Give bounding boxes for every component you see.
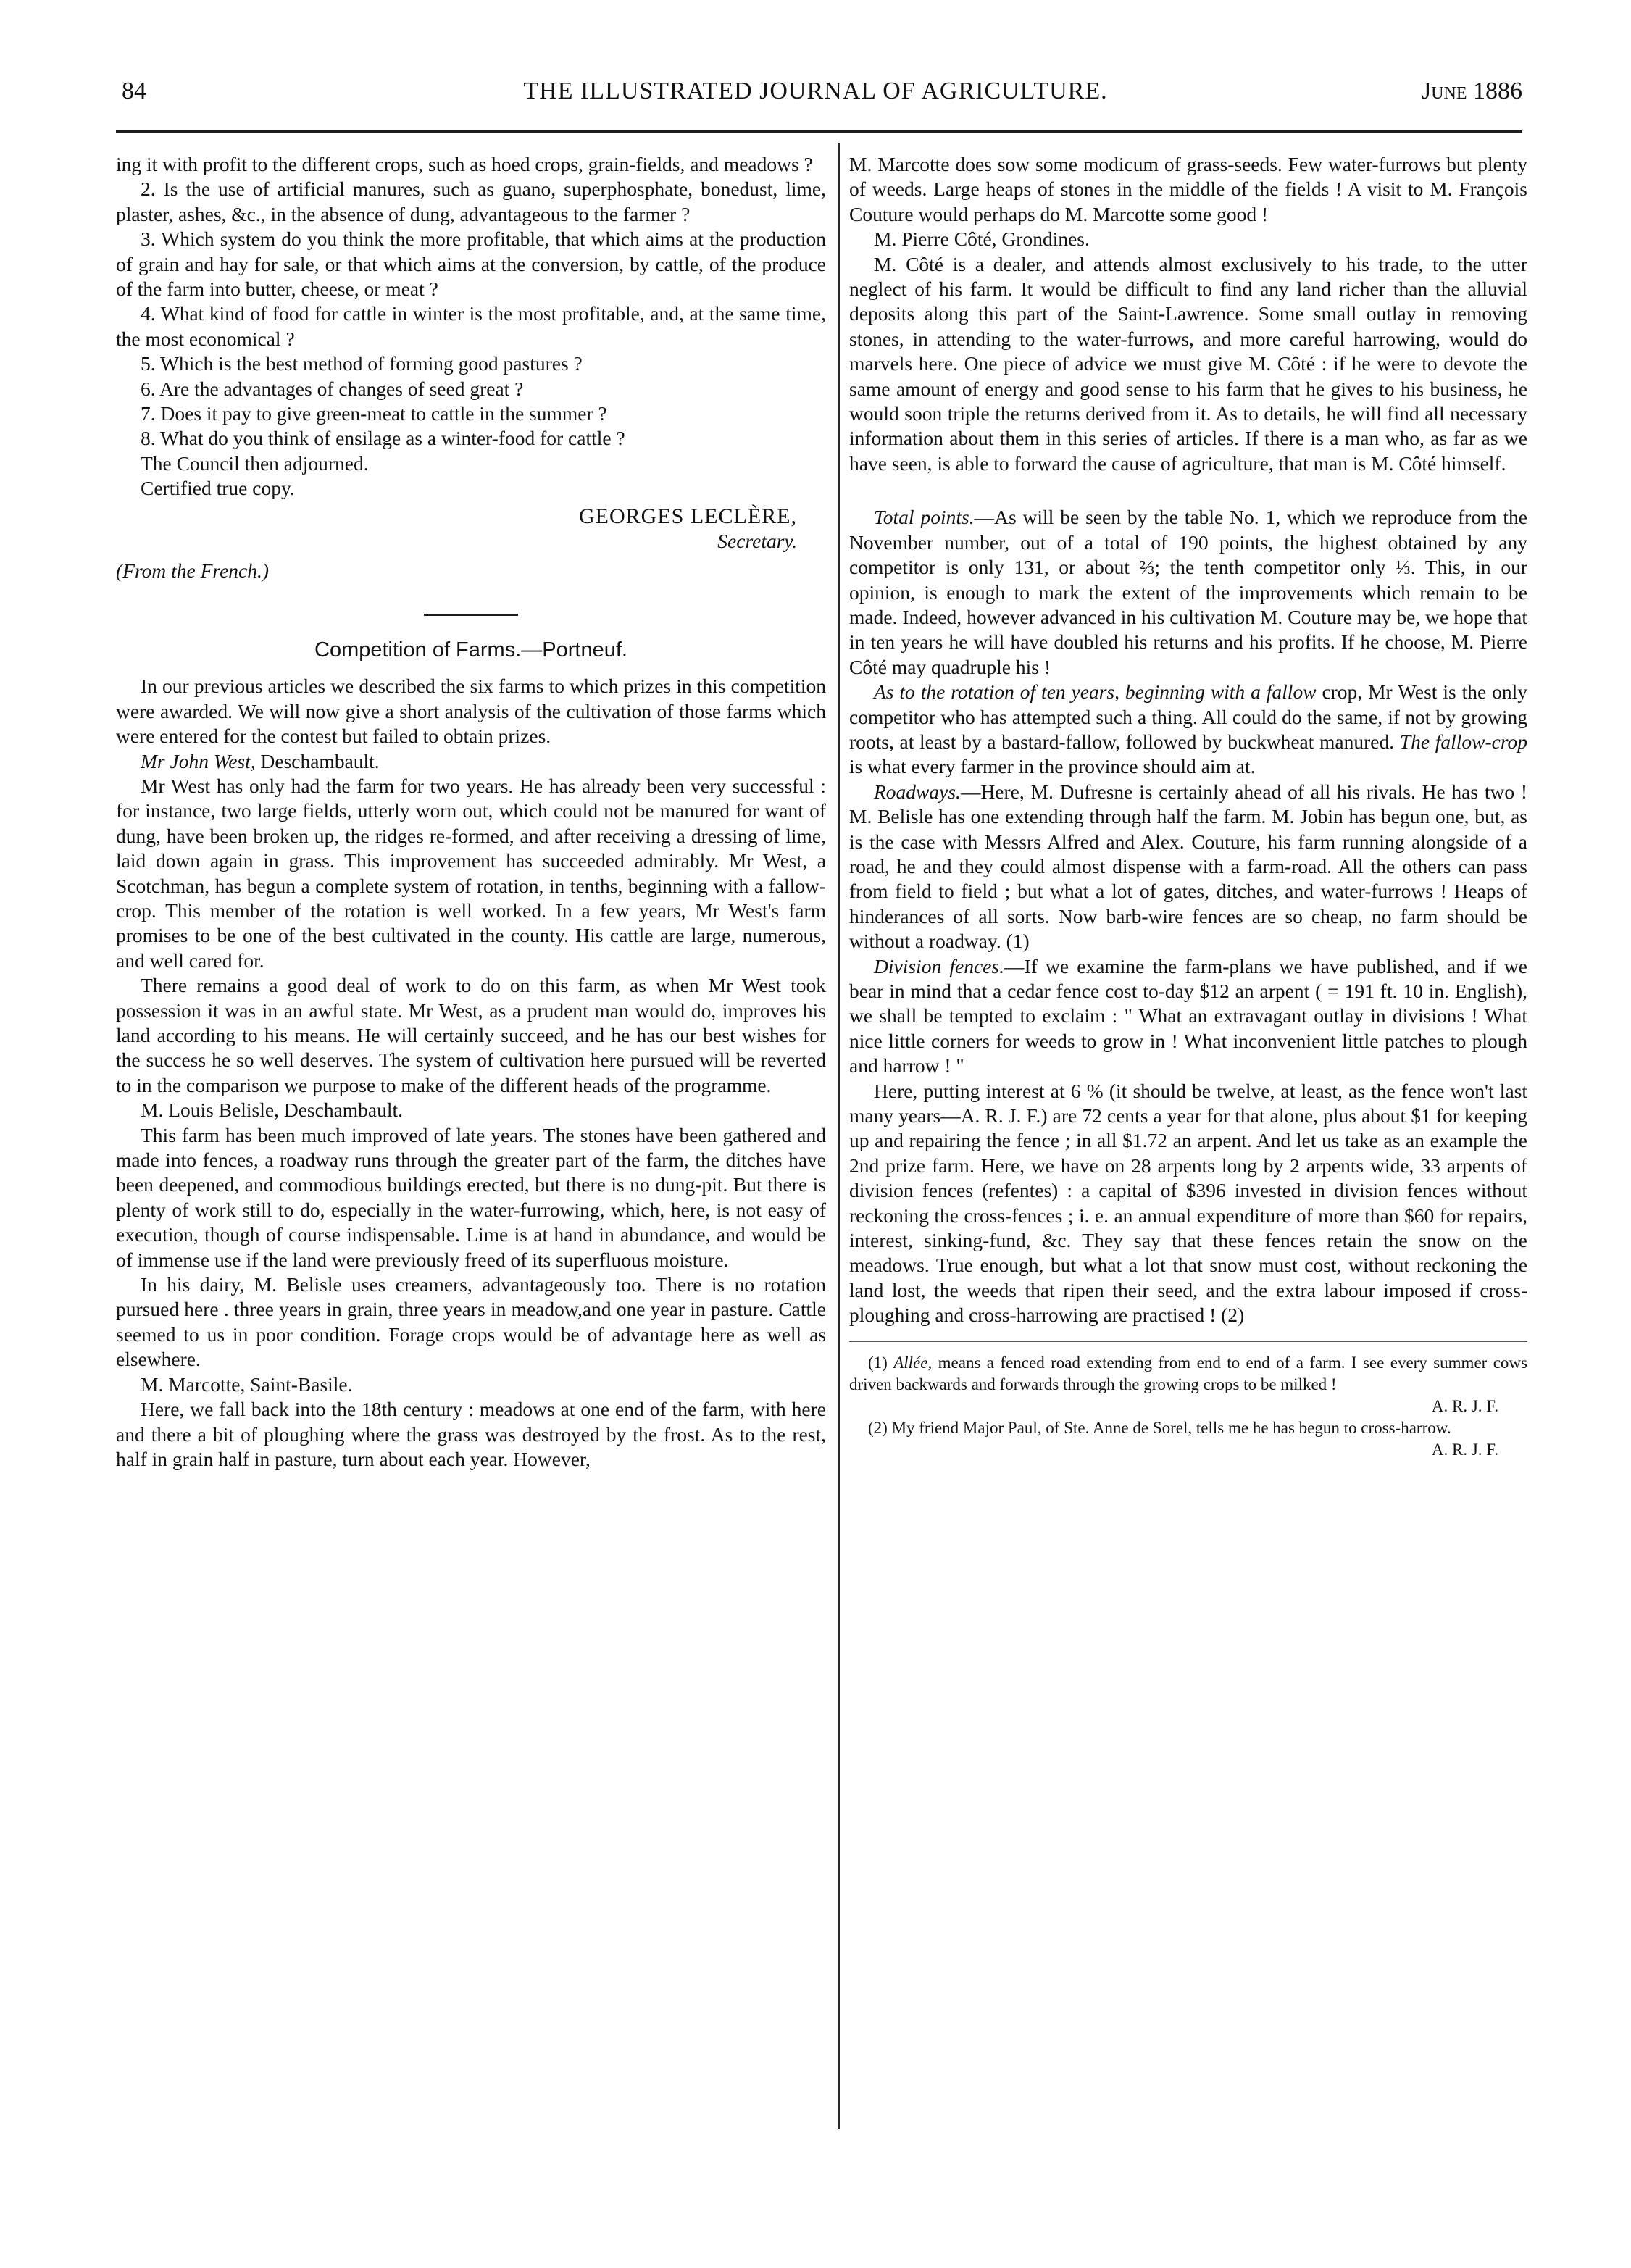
marcotte-paragraph-1: Here, we fall back into the 18th century : meadows at one end of the farm, with here and there a bit of ploughing where the grass was destroyed by the frost. As to the rest, half in grain half in pasture, turn about each year. However, [116,1398,826,1470]
footnote-1-body: means a fenced road extending from end to end of a farm. I see every summer cows driven backwards and forwards through the growing crops to be milked ! [849,1353,1527,1393]
roadways-body: —Here, M. Dufresne is certainly ahead of all his rivals. He has two ! M. Belisle has one extending through half the farm. M. Jobin has begun one, but, as is the case with Messrs Alfred and Alex. Couture, his farm running alongside of a road, he and they could almost dispense with a farm-road. All the others can pass from field to field ; but what a lot of gates, ditches, and water-furrows ! Heaps of hinderances of all sorts. Now barb-wire fences are so cheap, no farm should be without a roadway. (1) [849,780,1527,953]
footnote-1-signature: A. R. J. F. [1431,1396,1498,1415]
belisle-paragraph-2: In his dairy, M. Belisle uses creamers, advantageously too. There is no rotation pursued here . three years in grain, three years in meadow,and one year in pasture. Cattle seemed to us in poor condition. Forage crops would be of advantage here as well as elsewhere. [116,1273,826,1371]
section-heading: Competition of Farms.—Portneuf. [314,638,627,662]
total-points-paragraph [849,505,1527,680]
rotation-paragraph [849,680,1527,780]
rotation-lead: As to the rotation of ten years, beginning with a fallow [874,680,1317,704]
cote-paragraph: M. Côté is a dealer, and attends almost exclusively to his trade, to the utter neglect of his farm. It would be difficult to find any land richer than the alluvial deposits along this part of the Saint-Lawrence. Some small outlay in removing stones, in attending to the water-furrows, and more careful harrowing, would do marvels here. One piece of advice we must give M. Côté : if he were to devote the same amount of energy and good sense to his farm that he gives to his business, he would soon triple the returns derived from it. As to details, he will find all necessary information about them in this series of articles. If there is a man who, as far as we have seen, is able to forward the cause of agriculture, that man is M. Côté himself. [849,252,1527,475]
rotation-body: crop, Mr West is the only competitor who has attempted such a thing. All could do the same, if not by growing roots, at least by a bastard-fallow, followed by buckwheat manured. [849,680,1527,753]
footnote-2 [849,1417,1527,1461]
marcotte-continued: M. Marcotte does sow some modicum of grass-seeds. Few water-furrows but plenty of weeds. Large heaps of stones in the middle of the fields ! A visit to M. François Couture would perhaps do M. Marcotte some good ! [849,153,1527,225]
intro-paragraph: In our previous articles we described the six farms to which prizes in this competition were awarded. We will now give a short analysis of the cultivation of those farms which were entered for the contest but failed to obtain prizes. [116,675,826,748]
question-5: 5. Which is the best method of forming good pastures ? [141,352,583,375]
rotation-italic: The fallow-crop [1399,730,1527,753]
footnotes [849,1352,1527,1461]
roadways-paragraph [849,780,1527,954]
west-paragraph-2: There remains a good deal of work to do on this farm, as when Mr West took possession it was in an awful state. Mr West, as a prudent man would do, improves his land according to his means. He will certainly succeed, and he has our best wishes for the success he so well deserves. The system of cultivation here pursued will be reverted to in the comparison we purpose to make of the different heads of the programme. [116,974,826,1096]
question-4: 4. What kind of food for cattle in winter is the most profitable, and, at the same time, the most economical ? [116,302,826,350]
farm-place: Deschambault. [255,749,380,772]
question-6: 6. Are the advantages of changes of seed great ? [141,377,524,400]
question-3: 3. Which system do you think the more profitable, that which aims at the production of grain and hay for sale, or that which aims at the conversion, by cattle, of the produce of the farm into butter, cheese, or meat ? [116,228,826,301]
footnote-1-term: Allée, [893,1353,933,1372]
journal-title: THE ILLUSTRATED JOURNAL OF AGRICULTURE. [523,78,1108,104]
right-column [849,152,1527,1461]
section-rule [424,614,518,616]
source-note: (From the French.) [116,559,270,582]
footnote-2-body: (2) My friend Major Paul, of Ste. Anne de Sorel, tells me he has begun to cross-harrow. [868,1418,1451,1437]
division-fences-body: —If we examine the farm-plans we have published, and if we bear in mind that a cedar fence cost to-day $12 an arpent ( = 191 ft. 10 in. English), we shall be tempted to exclaim : " What an extravagant outlay in divisions ! What nice little corners for weeds to grow in ! What inconvenient little patches to plough and harrow ! " [849,954,1527,1077]
rotation-end: is what every farmer in the province should aim at. [849,755,1256,778]
footnote-1 [849,1352,1527,1417]
question-7: 7. Does it pay to give green-meat to cattle in the summer ? [141,402,607,425]
interest-paragraph: Here, putting interest at 6 % (it should be twelve, at least, as the fence won't last many years—A. R. J. F.) are 72 cents a year for that alone, plus about $1 for keeping up and repairing the fence ; in all $1.72 an arpent. And let us take as an example the 2nd prize farm. Here, we have on 28 arpents long by 2 arpents wide, 33 arpents of division fences (refentes) : a capital of $396 invested in division fences without reckoning the cross-fences ; i. e. an annual expenditure of more than $60 for repairs, interest, sinking-fund, &c. They say that these fences retain the snow on the meadows. True enough, but what a lot that snow must cost, without reckoning the land lost, the weeds that ripen their seed, and the extra labour imposed if cross-ploughing and cross-harrowing are practised ! (2) [849,1079,1527,1327]
division-fences-lead: Division fences. [874,954,1004,977]
question-8: 8. What do you think of ensilage as a winter-food for cattle ? [141,427,625,450]
belisle-paragraph-1: This farm has been much improved of late years. The stones have been gathered and made into fences, a roadway runs through the greater part of the farm, the ditches have been deepened, and commodious buildings erected, but there is no dung-pit. But there is plenty of work still to do, especially in the water-furrowing, which, here, is not easy of execution, though of course indispensable. Lime is at hand in abundance, and would be of immense use if the land were previously freed of its superfluous moisture. [116,1123,826,1271]
certified-line: Certified true copy. [141,477,295,500]
question-2: 2. Is the use of artificial manures, such as guano, superphosphate, bonedust, lime, plaster, ashes, &c., in the absence of dung, advantageous to the farmer ? [116,178,826,225]
total-points-lead: Total points. [874,506,975,529]
farm-heading-cote: M. Pierre Côté, Grondines. [874,228,1090,251]
footnote-1-marker: (1) [868,1353,894,1372]
west-paragraph-1: Mr West has only had the farm for two years. He has already been very successful : for instance, two large fields, utterly worn out, which could not be manured for want of dung, have been broken up, the ridges re-formed, and after receiving a dressing of lime, laid down again in grass. This improvement has succeeded admirably. Mr West, a Scotchman, has begun a complete system of rotation, in tenths, beginning with a fallow-crop. This member of the rotation is well worked. In a few years, Mr West's farm promises to be one of the best cultivated in the county. His cattle are large, numerous, and well cared for. [116,774,826,972]
footnote-rule [849,1341,1527,1342]
signature-name: GEORGES LECLÈRE, [579,504,797,528]
farm-heading-belisle: M. Louis Belisle, Deschambault. [141,1098,404,1122]
column-divider [838,143,840,2129]
division-fences-paragraph [849,954,1527,1079]
farm-heading-marcotte: M. Marcotte, Saint-Basile. [141,1372,353,1396]
paragraph-gap [849,476,1527,505]
header-rule [116,130,1522,133]
question-1-continued: ing it with profit to the different crops, such as hoed crops, grain-fields, and meadows ? [116,153,813,175]
issue-date: June 1886 [1421,78,1522,104]
signature-title: Secretary. [717,530,797,553]
page-number: 84 [122,78,146,104]
running-header [109,70,1522,113]
roadways-lead: Roadways. [874,780,961,803]
adjourned-line: The Council then adjourned. [141,451,369,475]
farm-owner-name: Mr John West, [141,749,256,772]
left-column [116,152,826,1472]
total-points-body: —As will be seen by the table No. 1, which we reproduce from the November number, out of a total of 190 points, the highest obtained by any competitor is only 131, or about ⅔; the tenth competitor only ⅓. This, in our opinion, is enough to mark the extent of the improvements which remain to be made. Indeed, however advanced in his cultivation M. Couture may be, we hope that in ten years he will have doubled his returns and his profits. If he choose, M. Pierre Côté may quadruple his ! [849,506,1527,678]
footnote-2-signature: A. R. J. F. [1431,1440,1498,1459]
farm-heading-west [116,749,826,774]
